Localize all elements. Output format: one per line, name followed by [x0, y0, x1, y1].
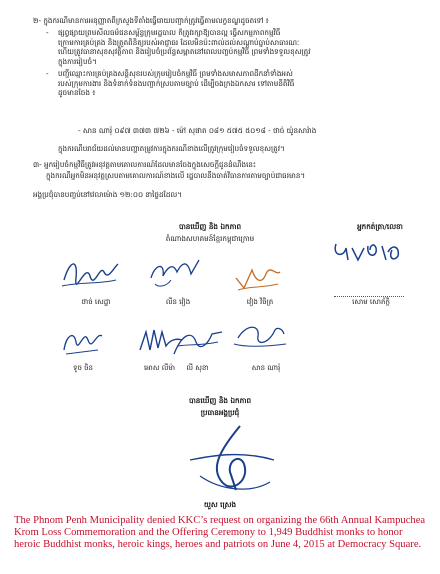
signature-8 — [230, 318, 290, 358]
chair-signature — [170, 420, 280, 500]
signatory-name: សោម សោភ័ក្តិ — [352, 298, 390, 306]
paragraph-note: ក្នុងករណីបរាជ័យដល់មានបញ្ហាតម្រូវការក្នុងករណីខាងលើត្រូវក្រុមរៀបចំទទួលខុសត្រូវ។ — [58, 144, 285, 153]
signature-2 — [145, 250, 205, 295]
signature-1 — [60, 250, 120, 295]
signatory-name: ថាច់ សេដ្ឋា — [81, 298, 111, 306]
item-3-line: ក្នុងករណីអ្នកមិនអនុវត្តស្របតាមគោលការណ៍ខាងលើ រដ្ឋបាលនឹងចាត់វិធានការតាមច្បាប់ជាធរមាន។ — [46, 171, 306, 180]
signatory-name: លី សុខា — [186, 364, 209, 372]
signature-5 — [58, 320, 108, 360]
signature-3 — [232, 262, 282, 294]
bullet-item: - បញ្ជីឈ្មោះការគ្រប់គ្រងសន្តិសុខរបស់ក្រុមរៀបចំកម្មវិធី ព្រមទាំងសមាសភាពដឹកនាំទាំងអស់ របស់ក្រុមការងារ និងទំនាក់ទំនងបញ្ជាក់ស្របតាមច្បាប់ ដើម្បីចងក្រងឯកសារ ទៅតាមនីតិវិធី ដូចមានចែង ៖ — [46, 69, 311, 98]
signatory-name: សាន ណារ៉ុ — [251, 364, 281, 372]
approval-subtitle: ប្រធានអង្គប្រជុំ — [200, 408, 240, 417]
item-3-line: ៣- អ្នករៀបចំកម្មវិធីត្រូវអនុវត្តតាមគោលការណ៍ដែលមានចែងក្នុងសេចក្តីជូនដំណឹងនេះ — [33, 160, 257, 169]
signatory-name: អោស លីម៉ា — [143, 364, 176, 372]
bullet-line: ដូចមានចែង ៖ — [58, 88, 96, 97]
closing-statement: អង្គប្រជុំបានបញ្ចប់នៅវេលាម៉ោង ១២:០០ នាថ្ងៃដដែល។ — [33, 190, 182, 199]
signatory-name: ទូច ចិន — [73, 364, 93, 372]
signature-4 — [330, 236, 410, 266]
signatory-name: វៀង វិចិត្រ — [246, 298, 274, 306]
committee-subtitle: តំណាងសហគមន៍ខ្មែរកម្ពុជាក្រោម — [165, 234, 255, 243]
bullet-line: ហើយត្រូវធានាសុខសុវត្ថិភាព និងរៀបចំប្រព័ន្ធសម្អាតនៅពេលបញ្ចប់កម្មវិធី ព្រមទាំងទទួលខុសត្រូវ — [58, 47, 311, 56]
bullet-line: របស់ក្រុមការងារ និងទំនាក់ទំនងបញ្ជាក់ស្របតាមច្បាប់ ដើម្បីចងក្រងឯកសារ ទៅតាមនីតិវិធី — [58, 78, 295, 88]
item-2-heading: ២- ក្នុងករណីមានការអនុញ្ញាតពីក្រសួងទីតាំងធ្វើរោយបញ្ជាក់ត្រូវធ្វើតាមលក្ខខណ្ឌដូចតទៅ ៖ — [33, 16, 269, 25]
signatory-name: លីន វៀង — [165, 298, 191, 306]
bullet-line: ក្នុងការរៀបចំ។ — [58, 56, 97, 66]
bullet-line: ក្រោមការគ្រប់គ្រង និងត្រួតពិនិត្យរបស់អាជ្ញាធរ ដែលមិនប៉ះពាល់ដល់សណ្តាប់ធ្នាប់សាធារណៈ — [58, 37, 300, 47]
approval-title: បានឃើញ និង ឯកភាព — [188, 396, 252, 405]
bullet-line: បញ្ជីឈ្មោះការគ្រប់គ្រងសន្តិសុខរបស់ក្រុមរៀបចំកម្មវិធី ព្រមទាំងសមាសភាពដឹកនាំទាំងអស់ — [58, 69, 293, 78]
chair-name: យួស ស្រេង — [203, 500, 237, 509]
bullet-line: ផ្សព្វផ្សាយព្រមសីលធម៌ជនសម្ព័ន្ធក្រុមរដ្ឋបាល ក៏ត្រូវរក្សាឱ្យបានល្អ ធ្វើសកម្មភាពកម្មវិធី — [58, 28, 281, 37]
photo-caption: The Phnom Penh Municipality denied KKC’s request on organizing the 66th Annual Kampuchea Krom Loss Commemoration and the Offering Ceremony to 1,949 Buddhist monks to honor heroic Buddhist monks, heroic kings, heroes and patriots on June 4, 2015 at Democracy Square. — [14, 515, 426, 550]
recorder-title: អ្នកកត់ត្រា/លេខា — [357, 222, 403, 231]
bullet-list — [46, 28, 311, 98]
signature-line — [334, 296, 404, 297]
committee-title: បានឃើញ និង ឯកភាព — [178, 222, 242, 231]
signature-7 — [168, 324, 228, 364]
bullet-item: - ផ្សព្វផ្សាយព្រមសីលធម៌ជនសម្ព័ន្ធក្រុមរដ្ឋបាល ក៏ត្រូវរក្សាឱ្យបានល្អ ធ្វើសកម្មភាពកម្មវិធី ក្រោមការគ្រប់គ្រង និងត្រួតពិនិត្យរបស់អាជ្ញាធរ ដែលមិនប៉ះពាល់ដល់សណ្តាប់ធ្នាប់សាធារណៈ ហើយត្រូវធានាសុខសុវត្ថិភាព និងរៀបចំប្រព័ន្ធសម្អាតនៅពេលបញ្ចប់កម្មវិធី ព្រមទាំងទទួលខុសត្រូវ ក្នុងការរៀបចំ។ — [46, 28, 311, 66]
contact-line: - សាន ណារ៉ុ ០៩៧ ៣៧៣ ៧២៦ - ម៉ៅ សុផាត ០៨១ ៥៧៥ ៥០១៨ - ថាច់ យ៉ូនសារ៉ាង — [78, 126, 317, 135]
